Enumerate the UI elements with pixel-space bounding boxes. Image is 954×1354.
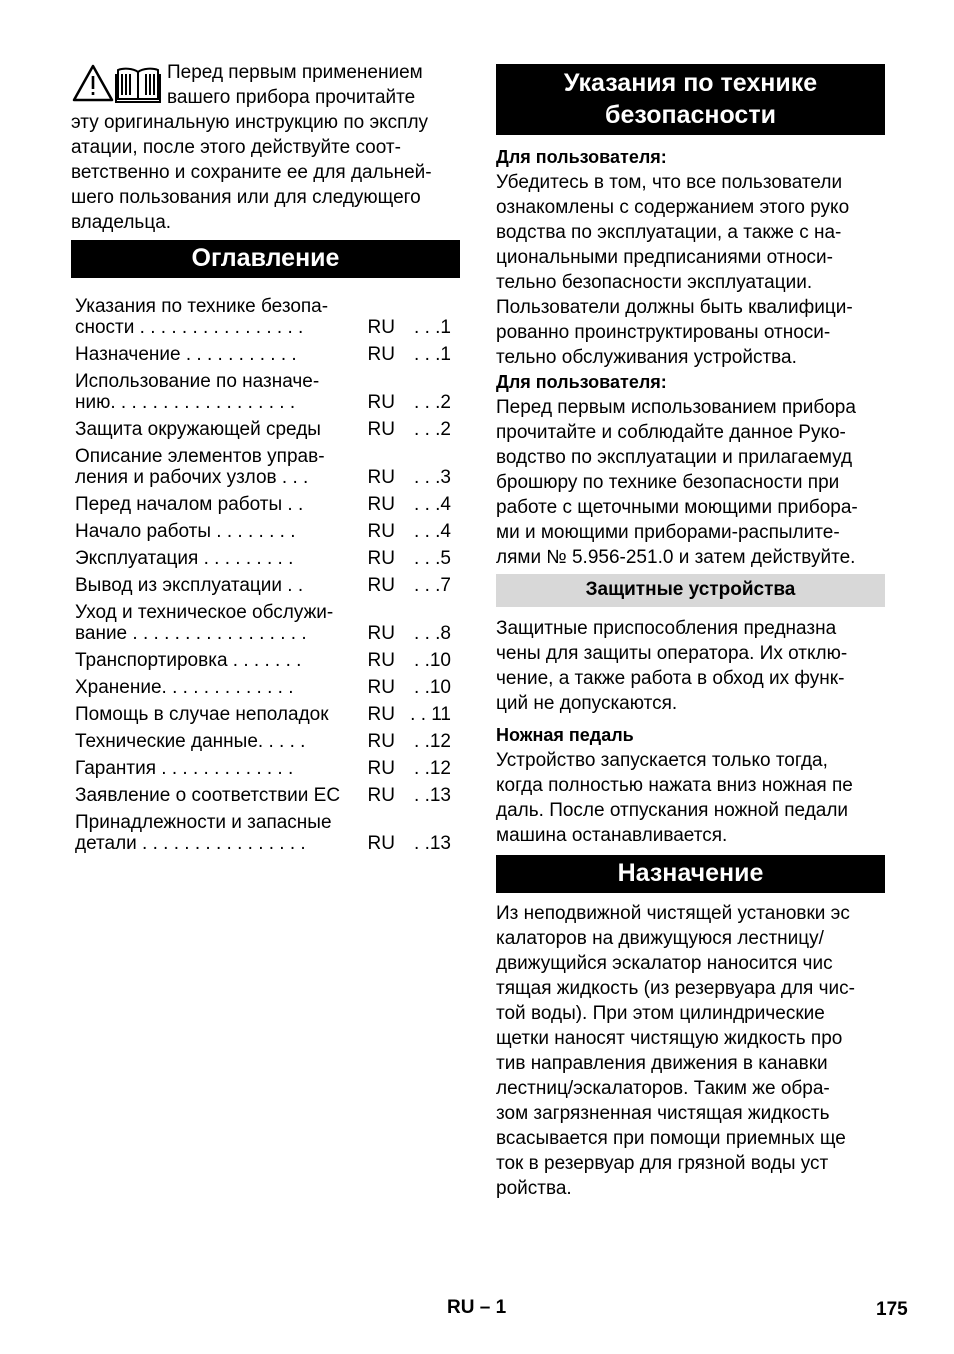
pedal-label: Ножная педаль xyxy=(496,725,634,745)
purpose-text-line: тив направления движения в канавки xyxy=(496,1053,828,1074)
toc-entry[interactable]: Вывод из эксплуатации . . RU . . .7 xyxy=(75,575,451,596)
purpose-heading: Назначение xyxy=(496,855,885,893)
intro-line: Перед первым применением xyxy=(167,62,423,83)
purpose-text-line: всасывается при помощи приемных ще xyxy=(496,1128,846,1149)
safety-text-line: Убедитесь в том, что все пользователи xyxy=(496,172,843,193)
safety-heading xyxy=(496,64,885,135)
purpose-text-line: зом загрязненная чистящая жидкость xyxy=(496,1103,830,1124)
toc-entry[interactable]: Эксплуатация . . . . . . . . . RU . . .5 xyxy=(75,548,451,569)
safety-text-line: ми и моющими приборами-распылите- xyxy=(496,522,840,543)
intro-notice xyxy=(71,60,460,235)
safety-heading-line: Указания по технике xyxy=(563,69,818,97)
toc-entry[interactable]: Хранение. . . . . . . . . . . . . RU . .10 xyxy=(75,677,451,698)
book-icon xyxy=(116,69,160,102)
toc-entry[interactable]: Перед началом работы . . RU . . .4 xyxy=(75,494,451,515)
toc-entry[interactable]: Технические данные. . . . . RU . .12 xyxy=(75,731,451,752)
purpose-text-line: Из неподвижной чистящей установки эс xyxy=(496,903,850,924)
user-label: Для пользователя: xyxy=(496,147,667,167)
safety-text-line: лями № 5.956-251.0 и затем действуйте. xyxy=(496,547,856,568)
safety-text-line: тельно обслуживания устройства. xyxy=(496,347,797,368)
toc-entry[interactable]: Начало работы . . . . . . . . RU . . .4 xyxy=(75,521,451,542)
intro-line: владельца. xyxy=(71,212,172,233)
pedal-text-line: когда полностью нажата вниз ножная пе xyxy=(496,775,853,796)
toc-entry[interactable]: Принадлежности и запасные детали . . . . . . . . . . . . . . . . RU . .13 xyxy=(75,812,451,854)
intro-line: эту оригинальную инструкцию по эксплу xyxy=(71,112,429,133)
intro-line: атации, после этого действуйте соот- xyxy=(71,137,401,158)
protective-text-line: чение, а также работа в обход их функ- xyxy=(496,668,845,689)
purpose-text-line: тящая жидкость (из резервуара для чис- xyxy=(496,978,855,999)
purpose-text-line: щетки наносят чистящую жидкость про xyxy=(496,1028,843,1049)
safety-text-line: Перед первым использованием прибора xyxy=(496,397,856,418)
intro-icons xyxy=(71,64,161,110)
toc-heading: Оглавление xyxy=(71,240,460,278)
purpose-text-line: той воды). При этом цилиндрические xyxy=(496,1003,825,1024)
toc-entry[interactable]: Помощь в случае неполадок RU . . 11 xyxy=(75,704,451,725)
safety-text-line: работе с щеточными моющими прибора- xyxy=(496,497,858,518)
protective-heading: Защитные устройства xyxy=(496,574,885,607)
safety-text-line: Пользователи должны быть квалифици- xyxy=(496,297,853,318)
protective-text-line: Защитные приспособления предназна xyxy=(496,618,837,639)
protective-section xyxy=(496,616,888,848)
toc-entry[interactable]: Описание элементов управ- ления и рабочих узлов . . . RU . . .3 xyxy=(75,446,451,488)
toc-entry[interactable]: Использование по назначе- нию. . . . . . . . . . . . . . . . . . RU . . .2 xyxy=(75,371,451,413)
safety-text-line: брошюру по технике безопасности при xyxy=(496,472,840,493)
pedal-text-line: даль. После отпускания ножной педали xyxy=(496,800,849,821)
safety-text-line: тельно безопасности эксплуатации. xyxy=(496,272,813,293)
intro-line: вашего прибора прочитайте xyxy=(167,87,416,108)
purpose-text-line: ройства. xyxy=(496,1178,572,1199)
toc-entry[interactable]: Защита окружающей среды RU . . .2 xyxy=(75,419,451,440)
table-of-contents xyxy=(71,296,460,860)
purpose-text-line: калаторов на движущуюся лестницу/ xyxy=(496,928,824,949)
safety-text-line: ознакомлены с содержанием этого руко xyxy=(496,197,850,218)
safety-text-line: циональными предписаниями относи- xyxy=(496,247,833,268)
safety-text-line: рованно проинструктированы относи- xyxy=(496,322,831,343)
protective-text-line: чены для защиты оператора. Их отклю- xyxy=(496,643,848,664)
toc-entry[interactable]: Гарантия . . . . . . . . . . . . . RU . .12 xyxy=(75,758,451,779)
toc-entry[interactable]: Транспортировка . . . . . . . RU . .10 xyxy=(75,650,451,671)
toc-entry[interactable]: Уход и техническое обслужи- вание . . . . . . . . . . . . . . . . . RU . . .8 xyxy=(75,602,451,644)
purpose-section xyxy=(496,901,888,1201)
pedal-text-line: машина останавливается. xyxy=(496,825,728,846)
purpose-text-line: лестниц/эскалаторов. Таким же обра- xyxy=(496,1078,830,1099)
protective-text-line: ций не допускаются. xyxy=(496,693,678,714)
toc-entry[interactable]: Назначение . . . . . . . . . . . RU . . .1 xyxy=(75,344,451,365)
toc-entry[interactable]: Заявление о соответствии ЕС RU . .13 xyxy=(75,785,451,806)
intro-line: шего пользования или для следующего xyxy=(71,187,421,208)
safety-text-line: прочитайте и соблюдайте данное Руко- xyxy=(496,422,846,443)
purpose-text-line: движущийся эскалатор наносится чис xyxy=(496,953,833,974)
footer-page-number: 175 xyxy=(876,1299,908,1320)
safety-text-line: водства по эксплуатации, а также с на- xyxy=(496,222,842,243)
safety-heading-line: безопасности xyxy=(605,101,776,129)
user-label: Для пользователя: xyxy=(496,372,667,392)
pedal-text-line: Устройство запускается только тогда, xyxy=(496,750,828,771)
intro-line: ветственно и сохраните ее для дальней- xyxy=(71,162,432,183)
footer-section-code: RU – 1 xyxy=(447,1297,507,1318)
toc-entry[interactable]: Указания по технике безопа- сности . . . . . . . . . . . . . . . . RU . . .1 xyxy=(75,296,451,338)
warning-triangle-icon xyxy=(74,66,112,100)
safety-text-line: водство по эксплуатации и прилагаемуд xyxy=(496,447,853,468)
purpose-text-line: ток в резервуар для грязной воды уст xyxy=(496,1153,829,1174)
safety-section xyxy=(496,145,888,570)
